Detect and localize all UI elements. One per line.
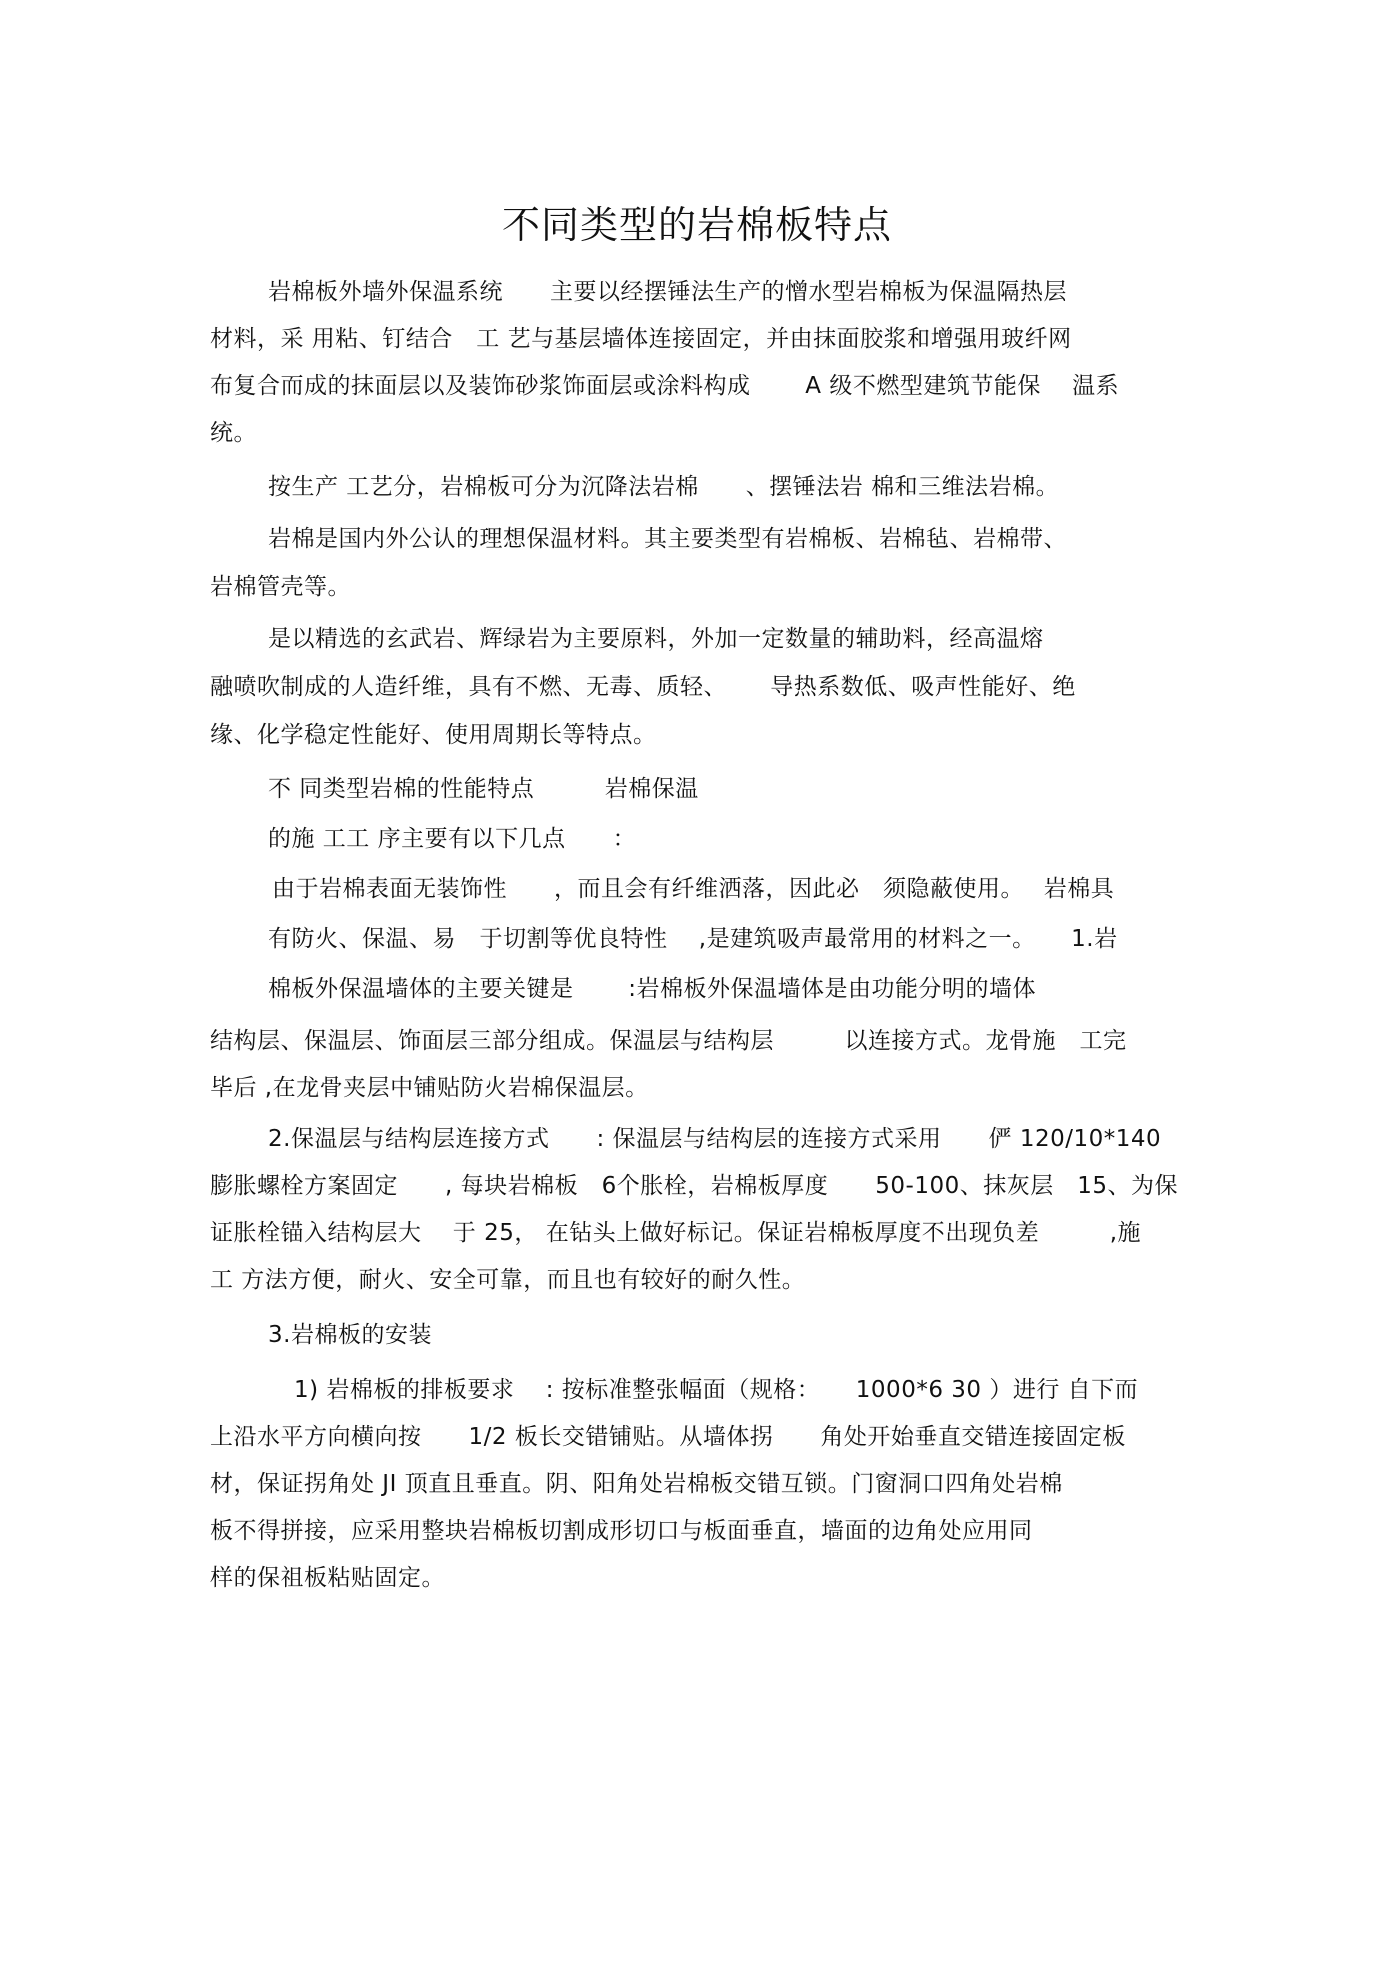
text-line: 由于岩棉表面无装饰性 ，而且会有纤维洒落，因此必 须隐蔽使用。 岩棉具	[272, 876, 1115, 902]
text-line: 不 同类型岩棉的性能特点 岩棉保温	[268, 776, 699, 802]
text-line: 膨胀螺栓方案固定 , 每块岩棉板 6个胀栓，岩棉板厚度 50-100、抹灰层 15、为保	[210, 1173, 1178, 1199]
text-line: 融喷吹制成的人造纤维，具有不燃、无毒、质轻、 导热系数低、吸声性能好、绝	[210, 674, 1076, 700]
text-line: 板不得拼接，应采用整块岩棉板切割成形切口与板面垂直，墙面的边角处应用同	[210, 1518, 1033, 1544]
text-line: 统。	[210, 420, 257, 446]
text-line: 棉板外保温墙体的主要关键是 :岩棉板外保温墙体是由功能分明的墙体	[268, 976, 1037, 1002]
text-line: 岩棉板外墙外保温系统 主要以经摆锤法生产的憎水型岩棉板为保温隔热层	[268, 279, 1067, 305]
text-line: 岩棉管壳等。	[210, 574, 351, 600]
text-line: 证胀栓锚入结构层大 于 25， 在钻头上做好标记。保证岩棉板厚度不出现负差 ,施	[210, 1220, 1142, 1246]
text-line: 上沿水平方向横向按 1/2 板长交错铺贴。从墙体拐 角处开始垂直交错连接固定板	[210, 1424, 1126, 1450]
text-line: 材料，采 用粘、钉结合 工 艺与基层墙体连接固定，并由抹面胶浆和增强用玻纤网	[210, 326, 1072, 352]
text-line: 样的保祖板粘贴固定。	[210, 1565, 445, 1591]
document-title: 不同类型的岩棉板特点	[501, 203, 892, 247]
text-line: 缘、化学稳定性能好、使用周期长等特点。	[210, 722, 657, 748]
text-line: 毕后 ,在龙骨夹层中铺贴防火岩棉保温层。	[210, 1075, 649, 1101]
text-line: 有防火、保温、易 于切割等优良特性 ,是建筑吸声最常用的材料之一。 1.岩	[268, 926, 1118, 952]
text-line: 布复合而成的抹面层以及装饰砂浆饰面层或涂料构成 A 级不燃型建筑节能保 温系	[210, 373, 1120, 399]
text-line: 2.保温层与结构层连接方式 : 保温层与结构层的连接方式采用 俨 120/10*140	[268, 1126, 1162, 1152]
text-line: 结构层、保温层、饰面层三部分组成。保温层与结构层 以连接方式。龙骨施 工完	[210, 1028, 1127, 1054]
text-line: 1) 岩棉板的排板要求 : 按标准整张幅面（规格： 1000*6 30 ）进行 自下而	[294, 1377, 1139, 1403]
text-line: 是以精选的玄武岩、辉绿岩为主要原料，外加一定数量的辅助料，经高温熔	[268, 626, 1044, 652]
text-line: 按生产 工艺分，岩棉板可分为沉降法岩棉 、摆锤法岩 棉和三维法岩棉。	[268, 474, 1060, 500]
text-line: 工 方法方便，耐火、安全可靠，而且也有较好的耐久性。	[210, 1267, 806, 1293]
text-line: 材，保证拐角处 JI 顶直且垂直。阴、阳角处岩棉板交错互锁。门窗洞口四角处岩棉	[210, 1471, 1063, 1497]
text-line: 3.岩棉板的安装	[268, 1322, 432, 1348]
text-line: 的施 工工 序主要有以下几点 ：	[268, 826, 637, 852]
text-line: 岩棉是国内外公认的理想保温材料。其主要类型有岩棉板、岩棉毡、岩棉带、	[268, 526, 1067, 552]
